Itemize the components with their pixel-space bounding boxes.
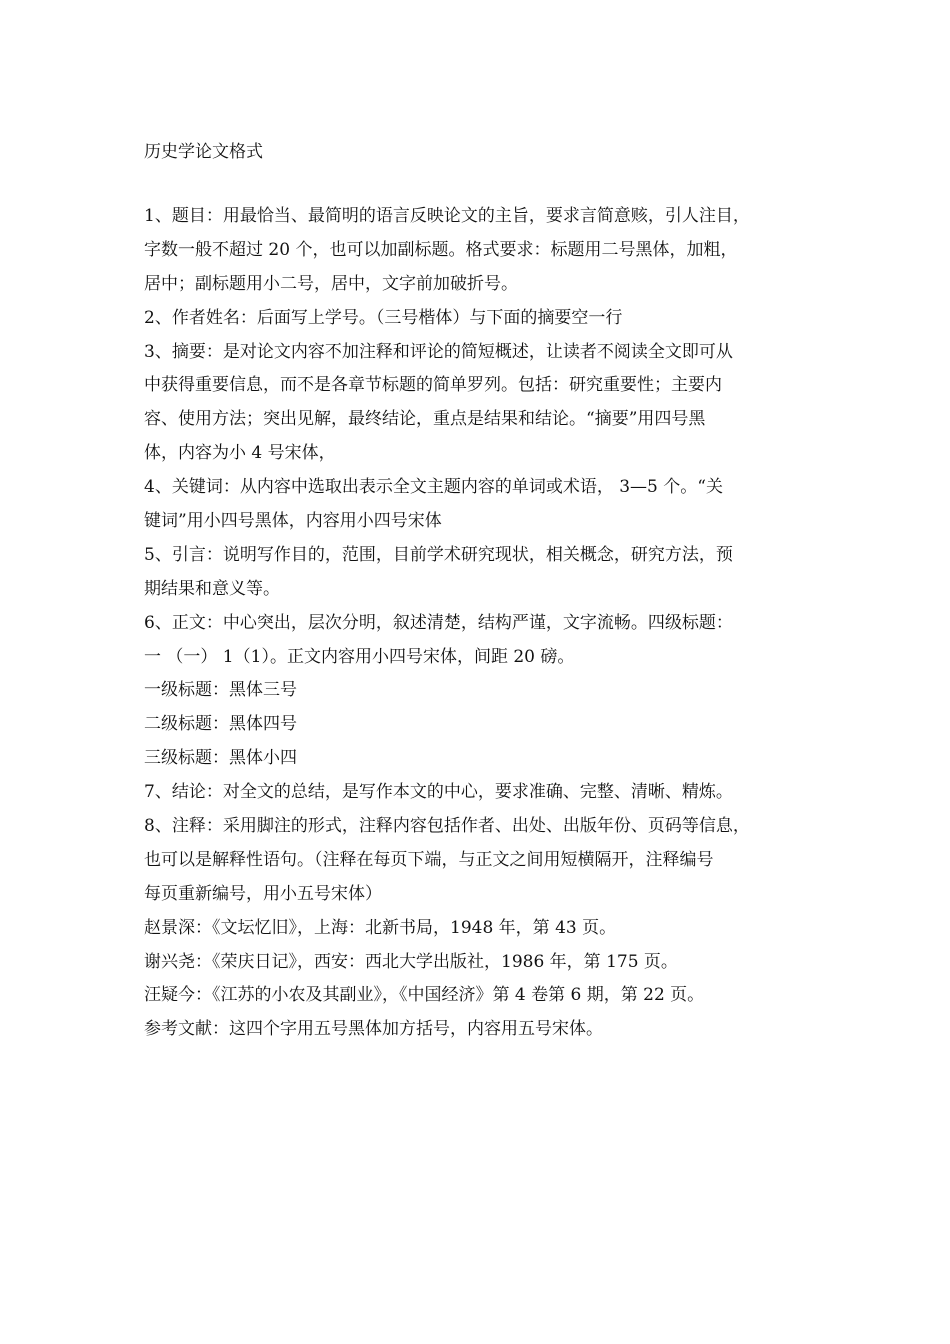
document-title: 历史学论文格式 (144, 142, 263, 162)
body-line: 居中；副标题用小二号，居中，文字前加破折号。 (144, 273, 518, 294)
body-line: 三级标题：黑体小四 (144, 748, 297, 769)
body-line: 2、作者姓名：后面写上学号。（三号楷体）与下面的摘要空一行 (144, 307, 623, 328)
body-line: 字数一般不超过 20 个，也可以加副标题。格式要求：标题用二号黑体，加粗， (144, 239, 738, 260)
body-line: 8、注释：采用脚注的形式，注释内容包括作者、出处、出版年份、页码等信息， (144, 816, 750, 837)
reference-line: 汪疑今：《江苏的小农及其副业》，《中国经济》第 4 卷第 6 期，第 22 页。 (144, 985, 705, 1006)
document-body (144, 200, 824, 1047)
body-line: 1、题目：用最恰当、最简明的语言反映论文的主旨，要求言简意赅，引人注目， (144, 206, 750, 226)
body-line: 期结果和意义等。 (144, 578, 280, 599)
body-line: 5、引言：说明写作目的，范围，目前学术研究现状，相关概念，研究方法，预 (144, 544, 733, 565)
body-line: 参考文献：这四个字用五号黑体加方括号，内容用五号宋体。 (144, 1019, 603, 1040)
body-line: 体，内容为小 4 号宋体， (144, 443, 336, 464)
body-line: 二级标题：黑体四号 (144, 714, 297, 735)
reference-line: 赵景深：《文坛忆旧》，上海：北新书局，1948 年，第 43 页。 (144, 917, 617, 938)
reference-line: 谢兴尧：《荣庆日记》，西安：西北大学出版社，1986 年，第 175 页。 (144, 951, 678, 972)
body-line: 3、摘要：是对论文内容不加注释和评论的简短概述，让读者不阅读全文即可从 (144, 341, 733, 362)
body-line: 一级标题：黑体三号 (144, 680, 297, 701)
body-line: 每页重新编号，用小五号宋体） (144, 883, 382, 904)
body-line: 7、结论：对全文的总结，是写作本文的中心，要求准确、完整、清晰、精炼。 (144, 782, 733, 803)
body-line: 一 （一） 1（1）。正文内容用小四号宋体，间距 20 磅。 (144, 646, 575, 667)
body-line: 容、使用方法；突出见解，最终结论，重点是结果和结论。“摘要”用四号黑 (144, 409, 706, 430)
body-line: 4、关键词：从内容中选取出表示全文主题内容的单词或术语， 3—5 个。“关 (144, 477, 723, 498)
body-line: 6、正文：中心突出，层次分明，叙述清楚，结构严谨，文字流畅。四级标题： (144, 612, 733, 633)
body-line: 中获得重要信息，而不是各章节标题的简单罗列。包括：研究重要性；主要内 (144, 375, 722, 396)
body-line: 键词”用小四号黑体，内容用小四号宋体 (144, 511, 442, 532)
body-line: 也可以是解释性语句。（注释在每页下端，与正文之间用短横隔开，注释编号 (144, 849, 714, 870)
